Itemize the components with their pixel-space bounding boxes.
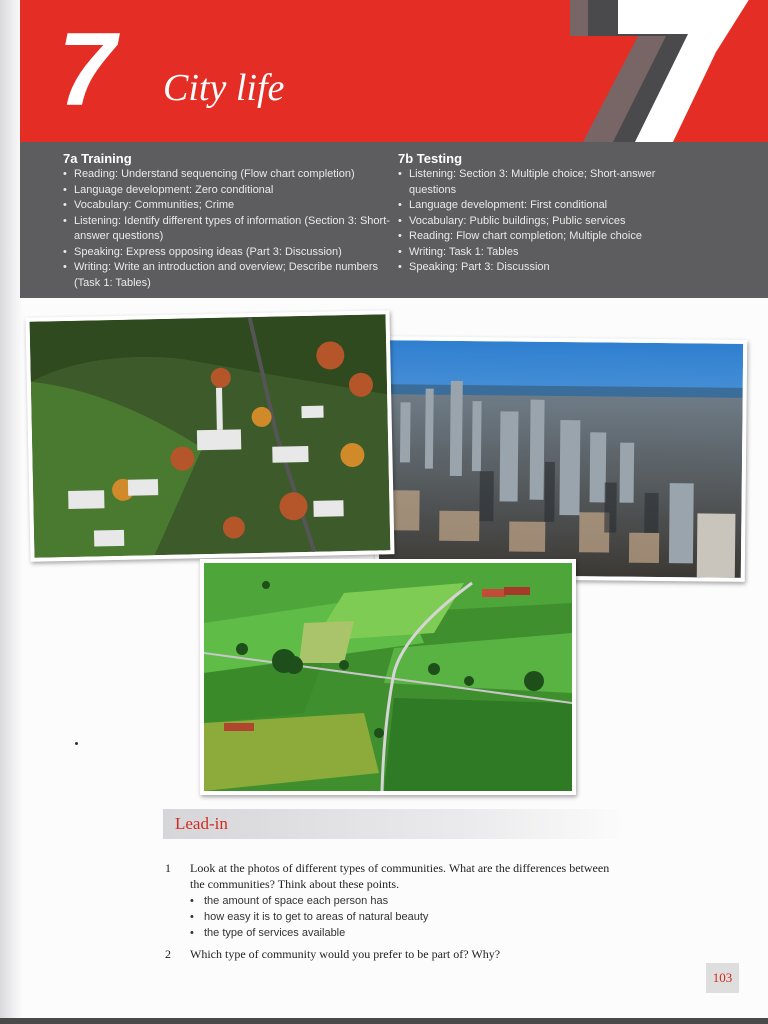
page-bottom-edge (0, 1018, 768, 1024)
village-photo (25, 310, 394, 562)
training-item: • Language development: Zero conditional (63, 183, 393, 199)
question-number: 1 (165, 861, 171, 875)
chapter-header (20, 0, 768, 142)
testing-item: • Listening: Section 3: Multiple choice; Short-answer questions (398, 167, 698, 198)
training-item: • Speaking: Express opposing ideas (Part 3: Discussion) (63, 245, 393, 261)
question-text: the communities? Think about these points. (190, 877, 400, 891)
discussion-points (190, 893, 428, 941)
testing-item: • Vocabulary: Public buildings; Public services (398, 214, 698, 230)
testing-item: • Writing: Task 1: Tables (398, 245, 698, 261)
discussion-point: • the type of services available (190, 925, 428, 941)
stray-mark (75, 742, 78, 745)
training-item: • Reading: Understand sequencing (Flow chart completion) (63, 167, 393, 183)
training-objectives (63, 151, 393, 291)
chapter-number-graphic (560, 0, 768, 142)
chapter-title: City life (163, 67, 285, 109)
discussion-point: • the amount of space each person has (190, 893, 428, 909)
countryside-photo (200, 559, 576, 795)
leadin-title: Lead-in (175, 814, 228, 833)
discussion-point: • how easy it is to get to areas of natural beauty (190, 909, 428, 925)
training-item: • Listening: Identify different types of information (Section 3: Short-answer questions) (63, 214, 393, 245)
unit-objectives-panel (20, 142, 768, 298)
question-number: 2 (165, 947, 171, 961)
training-item: • Vocabulary: Communities; Crime (63, 198, 393, 214)
testing-heading: 7b Testing (398, 151, 463, 166)
training-heading: 7a Training (63, 151, 132, 166)
training-item: • Writing: Write an introduction and overview; Describe numbers (Task 1: Tables) (63, 260, 393, 291)
testing-item: • Language development: First conditional (398, 198, 698, 214)
chapter-number: 7 (58, 12, 116, 128)
page-number: 103 (706, 963, 739, 993)
testing-item: • Speaking: Part 3: Discussion (398, 260, 698, 276)
question-text: Which type of community would you prefer to be part of? Why? (190, 947, 501, 961)
page-gutter-shadow (0, 0, 22, 1024)
testing-objectives (398, 151, 698, 276)
testing-item: • Reading: Flow chart completion; Multiple choice (398, 229, 698, 245)
question-text: Look at the photos of different types of communities. What are the differences between (190, 861, 610, 875)
city-photo (375, 336, 748, 582)
leadin-header (163, 809, 620, 839)
